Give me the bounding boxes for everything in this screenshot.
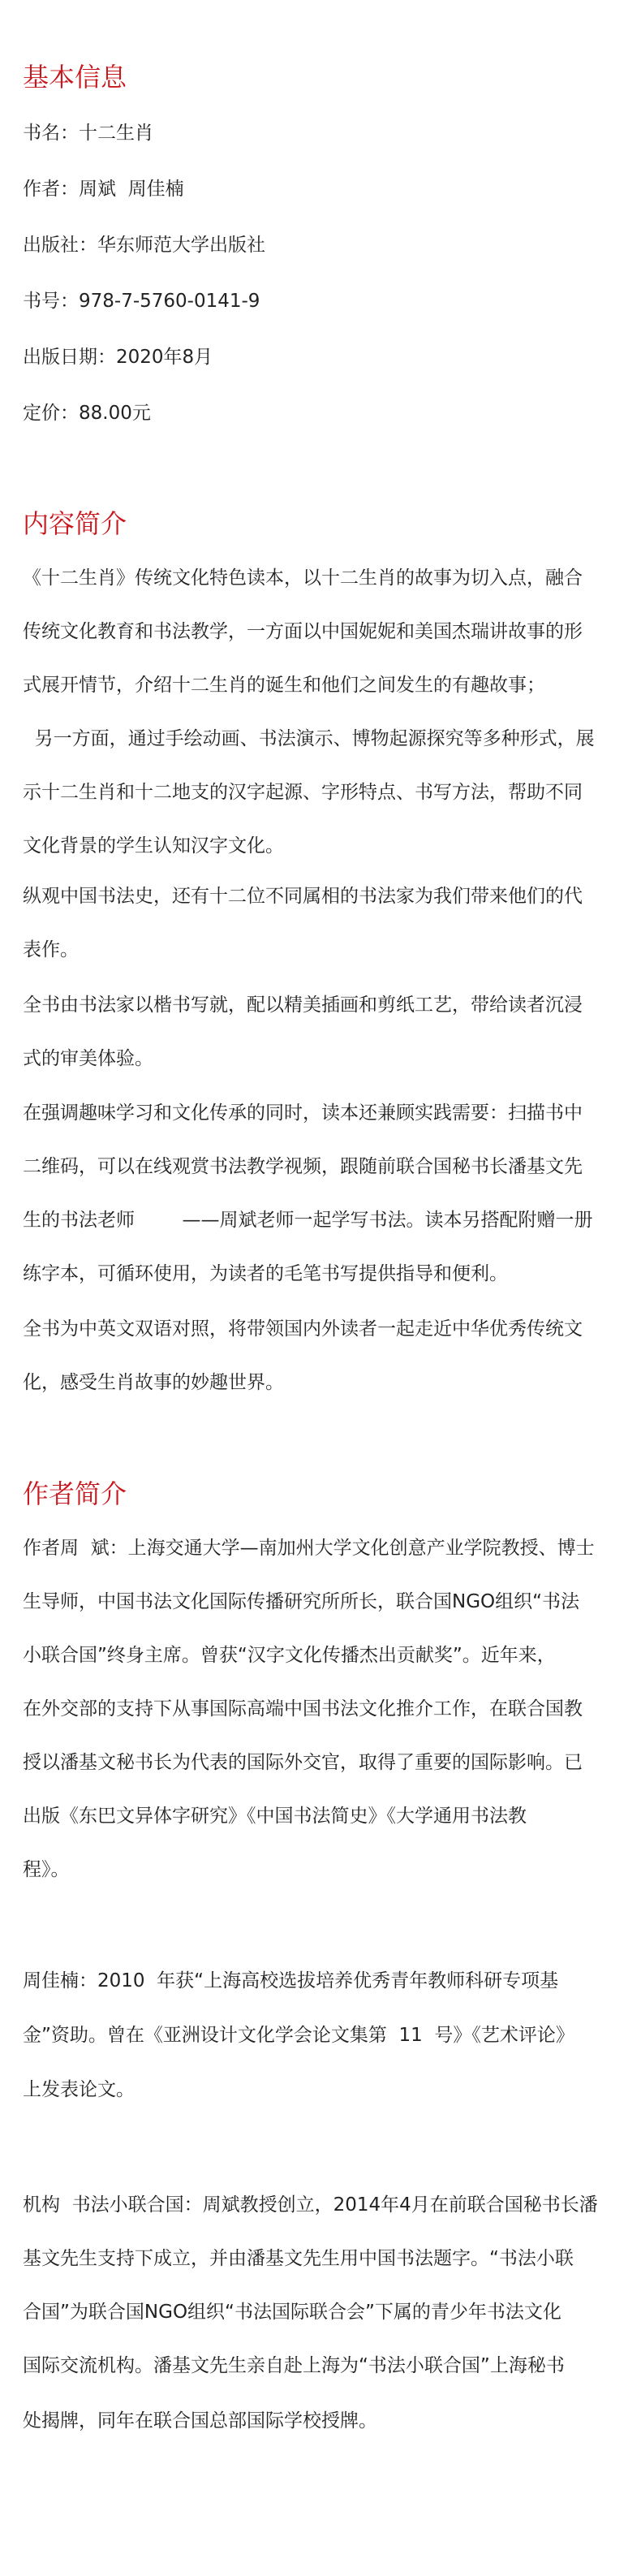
- summary-line: 《十二生肖》传统文化特色读本，以十二生肖的故事为切入点，融合: [23, 567, 583, 589]
- summary-line: 示十二生肖和十二地支的汉字起源、字形特点、书写方法，帮助不同: [23, 782, 583, 803]
- organization-bio-line: 基文先生支持下成立，并由潘基文先生用中国书法题字。“书法小联: [23, 2248, 574, 2269]
- author-bio-line: 在外交部的支持下从事国际高端中国书法文化推介工作，在联合国教: [23, 1698, 583, 1719]
- summary-line: 纵观中国书法史，还有十二位不同属相的书法家为我们带来他们的代: [23, 886, 583, 907]
- book-publisher-field: 出版社：华东师范大学出版社: [23, 235, 265, 256]
- coauthor-bio-line: 上发表论文。: [23, 2079, 135, 2100]
- book-title-field: 书名：十二生肖: [23, 123, 153, 144]
- author-bio-line: 出版《东巴文异体字研究》《中国书法简史》《大学通用书法教: [23, 1806, 527, 1827]
- summary-line: 另一方面，通过手绘动画、书法演示、博物起源探究等多种形式，展: [23, 728, 595, 749]
- organization-bio-line: 处揭牌，同年在联合国总部国际学校授牌。: [23, 2410, 377, 2431]
- summary-line: 生的书法老师 ——周斌老师一起学写书法。读本另搭配附赠一册: [23, 1210, 593, 1231]
- summary-heading: 内容简介: [23, 508, 127, 539]
- summary-line: 化，感受生肖故事的妙趣世界。: [23, 1372, 284, 1393]
- author-bio-line: 小联合国”终身主席。曾获“汉字文化传播杰出贡献奖”。近年来，: [23, 1645, 556, 1666]
- author-bio-line: 授以潘基文秘书长为代表的国际外交官，取得了重要的国际影响。已: [23, 1752, 583, 1773]
- summary-line: 表作。: [23, 939, 79, 960]
- summary-line: 式的审美体验。: [23, 1048, 153, 1069]
- organization-bio-line: 合国”为联合国NGO组织“书法国际联合会”下属的青少年书法文化: [23, 2302, 561, 2323]
- book-publish-date-field: 出版日期：2020年8月: [23, 347, 213, 368]
- author-bio-line: 程》。: [23, 1859, 70, 1880]
- book-price-field: 定价：88.00元: [23, 403, 151, 424]
- summary-line: 式展开情节，介绍十二生肖的诞生和他们之间发生的有趣故事；: [23, 675, 545, 696]
- summary-line: 全书由书法家以楷书写就，配以精美插画和剪纸工艺，带给读者沉浸: [23, 995, 583, 1016]
- author-bio-line: 生导师，中国书法文化国际传播研究所所长，联合国NGO组织“书法: [23, 1591, 580, 1612]
- basic-info-heading: 基本信息: [23, 62, 127, 93]
- summary-line: 练字本，可循环使用，为读者的毛笔书写提供指导和便利。: [23, 1263, 508, 1284]
- book-isbn-field: 书号：978-7-5760-0141-9: [23, 291, 260, 312]
- book-author-field: 作者：周斌 周佳楠: [23, 179, 184, 200]
- author-bio-line: 作者周 斌：上海交通大学—南加州大学文化创意产业学院教授、博士: [23, 1538, 595, 1559]
- coauthor-bio-line: 周佳楠：2010 年获“上海高校选拔培养优秀青年教师科研专项基: [23, 1970, 559, 1991]
- summary-line: 传统文化教育和书法教学，一方面以中国妮妮和美国杰瑞讲故事的形: [23, 621, 583, 642]
- summary-line: 二维码，可以在线观赏书法教学视频，跟随前联合国秘书长潘基文先: [23, 1156, 583, 1177]
- organization-bio-line: 国际交流机构。潘基文先生亲自赴上海为“书法小联合国”上海秘书: [23, 2355, 565, 2376]
- author-heading: 作者简介: [23, 1478, 127, 1509]
- organization-bio-line: 机构 书法小联合国：周斌教授创立，2014年4月在前联合国秘书长潘: [23, 2194, 598, 2216]
- coauthor-bio-line: 金”资助。曾在《亚洲设计文化学会论文集第 11 号》《艺术评论》: [23, 2025, 574, 2046]
- summary-line: 全书为中英文双语对照，将带领国内外读者一起走近中华优秀传统文: [23, 1318, 583, 1340]
- summary-line: 在强调趣味学习和文化传承的同时，读本还兼顾实践需要：扫描书中: [23, 1102, 583, 1124]
- summary-line: 文化背景的学生认知汉字文化。: [23, 835, 284, 857]
